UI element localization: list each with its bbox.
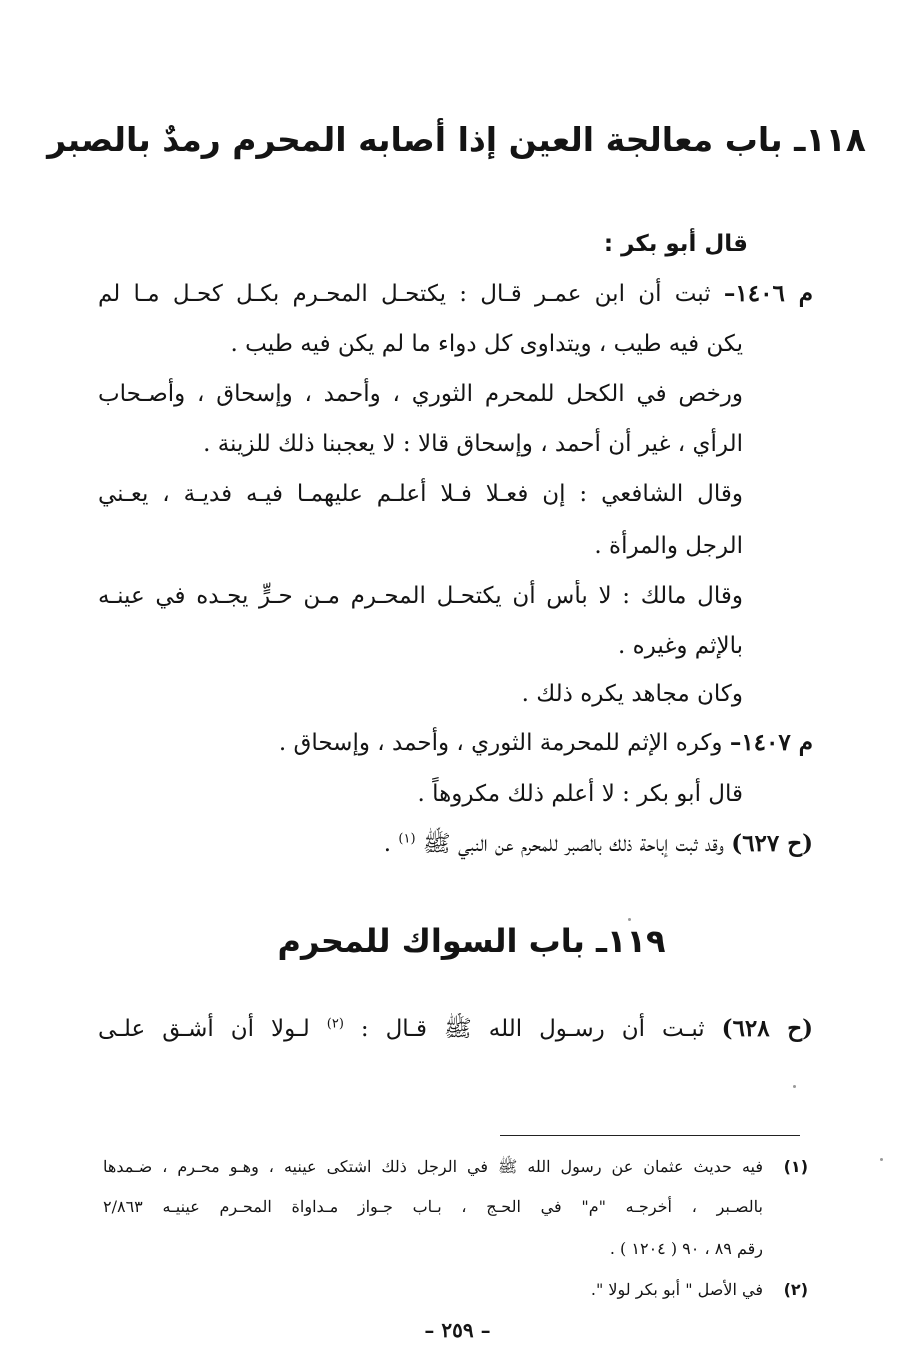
body-line-2-text: ثبت أن ابن عمـر قـال : يكتحـل المحـرم بكـل كحـل مـا لم (98, 281, 711, 307)
body2-line-1 (98, 1013, 813, 1045)
body2-line-1-tail: لـولا أن أشـق علـى (98, 1016, 310, 1042)
body-line-3: يكن فيه طيب ، ويتداوى كل دواء ما لم يكن فيه طيب . (230, 331, 743, 357)
masalah-number-1407: م ١٤٠٧– (729, 729, 813, 756)
body-line-13-end: . (383, 831, 392, 857)
body-line-12: قال أبو بكر : لا أعلم ذلك مكروهاً . (417, 781, 743, 807)
body-line-13-text: وقد ثبت إباحة ذلك بالصبر للمحرم عن النبي ﷺ (422, 831, 724, 857)
body-line-6: وقال الشافعي : إن فعـلا فـلا أعلـم عليهمـا فيـه فديـة ، يعـني (98, 481, 743, 507)
chapter-119-heading: ١١٩ـ باب السواك للمحرم (277, 922, 666, 960)
body-line-2 (98, 278, 813, 310)
paper-speck (793, 1085, 796, 1088)
page-number: – ٢٥٩ – (424, 1318, 491, 1342)
body-line-11-text: وكره الإثم للمحرمة الثوري ، وأحمد ، وإسحاق . (278, 730, 723, 756)
chapter-118-heading: ١١٨ـ باب معالجة العين إذا أصابه المحرم رمدٌ بالصبر (47, 120, 866, 159)
footnote-separator (500, 1135, 800, 1136)
body2-line-1-text: ثبـت أن رسـول الله ﷺ قـال : (360, 1016, 705, 1042)
body-line-7: الرجل والمرأة . (594, 533, 743, 559)
paper-speck (880, 1158, 883, 1161)
footnote-2-text: في الأصل " أبو بكر لولا ". (590, 1280, 763, 1299)
body-line-1: قال أبو بكر : (603, 231, 748, 257)
footnote-ref-2: (٢) (326, 1016, 344, 1032)
body-line-4: ورخص في الكحل للمحرم الثوري ، وأحمد ، وإسحاق ، وأصـحاب (98, 381, 743, 407)
footnote-1-line-2: بالصـبر ، أخرجـه "م" في الحـج ، بـاب جـواز مـداواة المحـرم عينيـه ٢/٨٦٣ (103, 1197, 763, 1216)
body-line-9: بالإثم وغيره . (618, 633, 743, 659)
footnote-1-line-1: فيه حديث عثمان عن رسول الله ﷺ في الرجل ذلك اشتكى عينيه ، وهـو محـرم ، ضـمدها (103, 1157, 763, 1176)
body-line-10: وكان مجاهد يكره ذلك . (521, 681, 743, 707)
footnote-1-number: (١) (783, 1157, 808, 1176)
body-line-5: الرأي ، غير أن أحمد ، وإسحاق قالا : لا يعجبنا ذلك للزينة . (203, 431, 743, 457)
paper-speck (628, 918, 631, 921)
footnote-ref-1: (١) (398, 831, 416, 847)
masalah-number-1406: م ١٤٠٦– (723, 280, 813, 307)
body-line-8: وقال مالك : لا بأس أن يكتحـل المحـرم مـن حـرٍّ يجـده في عينـه (98, 583, 743, 609)
hadith-number-628: (ح ٦٢٨) (721, 1015, 813, 1042)
body-line-11 (279, 727, 813, 759)
footnote-2-number: (٢) (783, 1280, 808, 1299)
body-line-13 (384, 828, 813, 860)
footnote-1-line-3: رقم ٨٩ ، ٩٠ ( ١٢٠٤ ) . (609, 1239, 763, 1258)
hadith-number-627: (ح ٦٢٧) (731, 830, 813, 857)
